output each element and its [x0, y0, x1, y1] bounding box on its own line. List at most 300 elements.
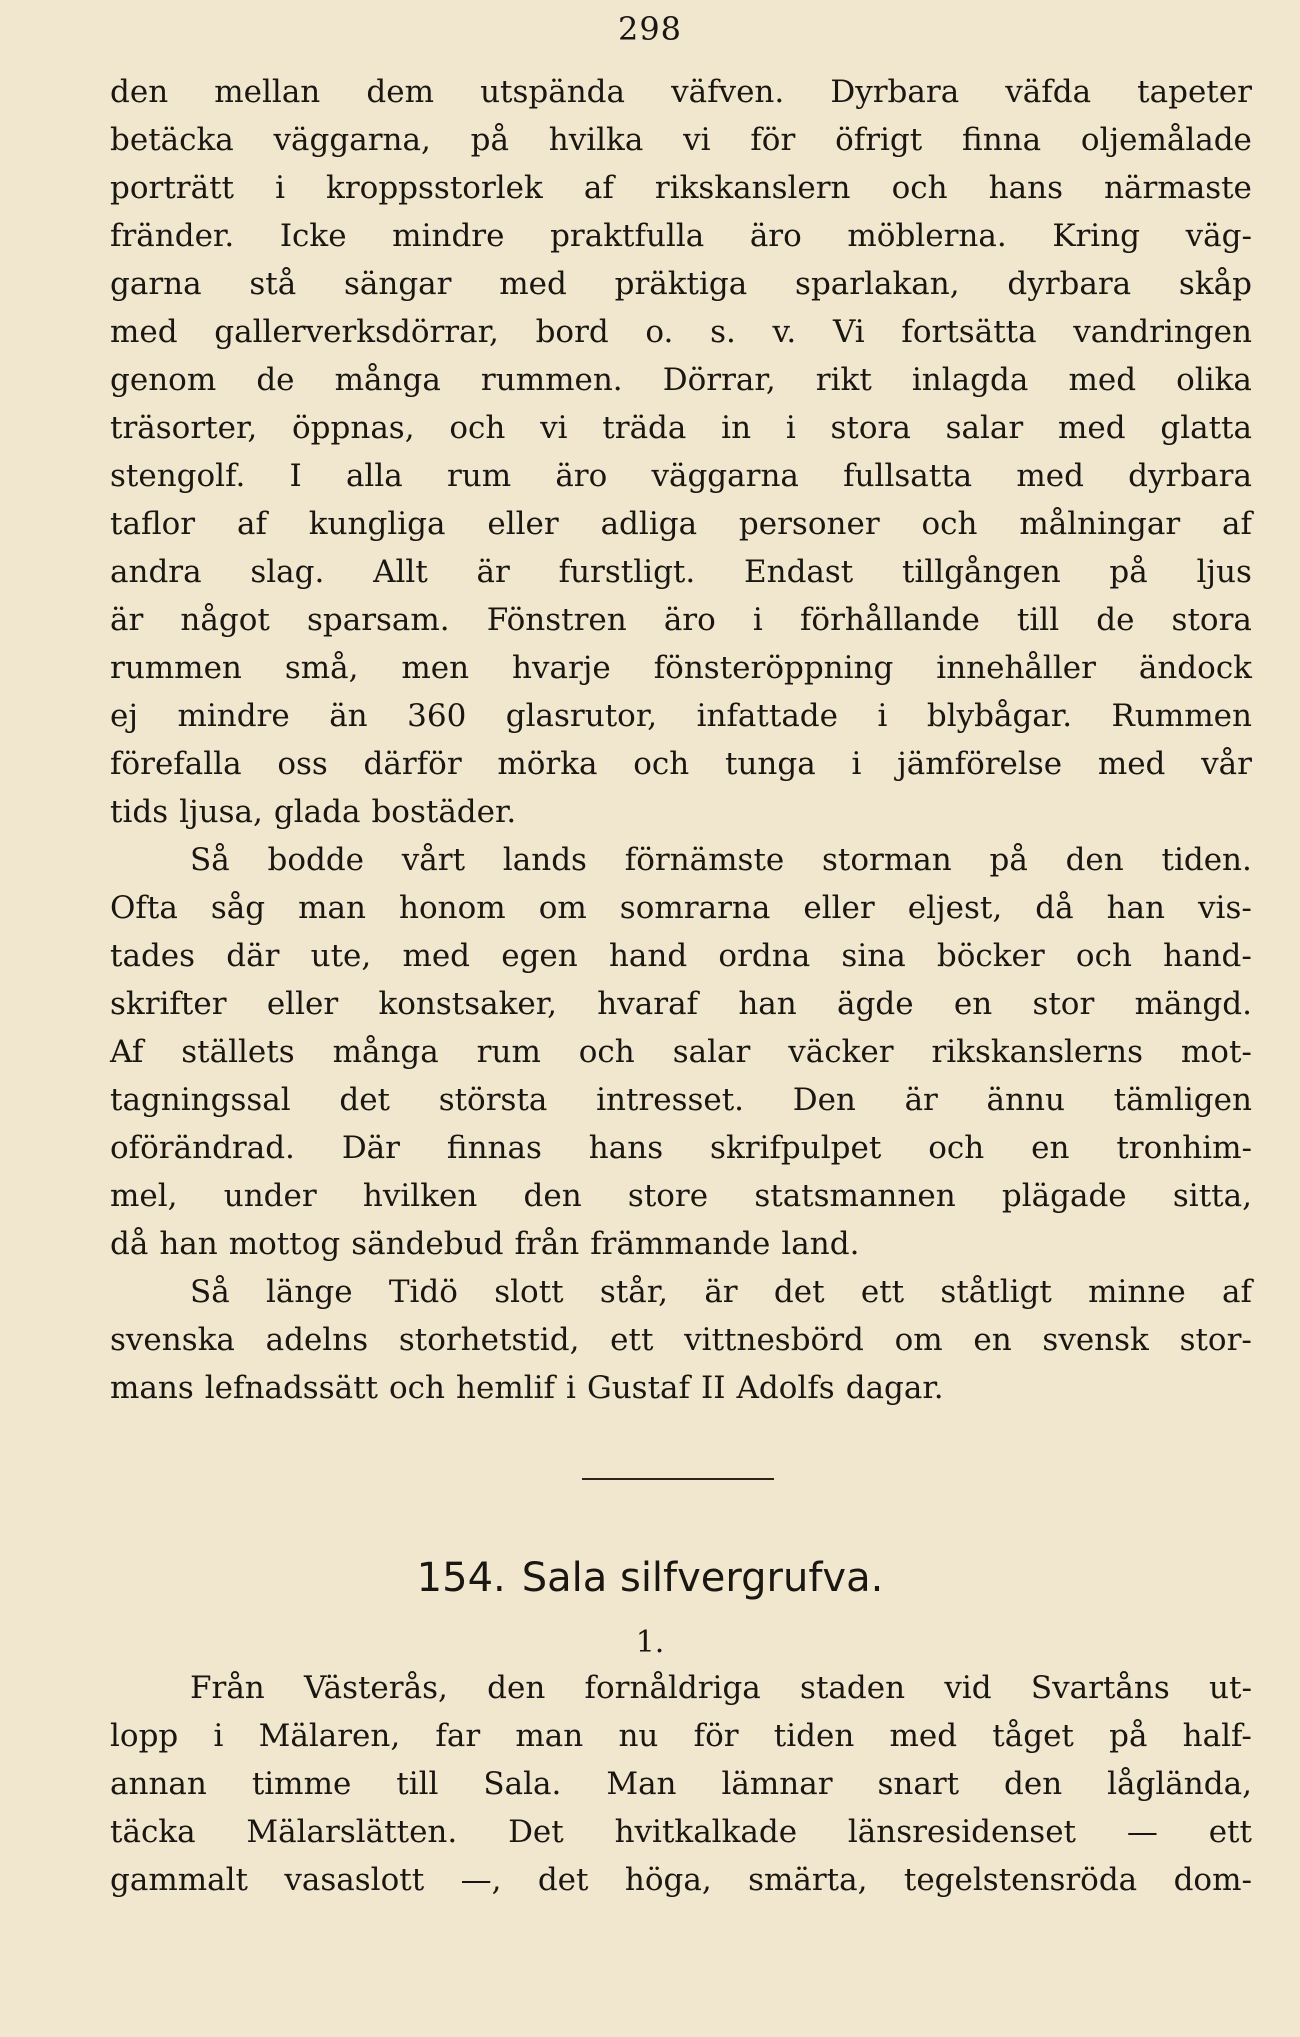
word: tiden	[773, 1718, 855, 1754]
word: tunga	[725, 746, 816, 782]
word: tämligen	[1113, 1082, 1252, 1118]
word: dyrbara	[1007, 266, 1132, 302]
word: skåp	[1178, 266, 1252, 302]
body-line	[110, 1124, 1252, 1172]
word: de	[256, 362, 295, 398]
word: fränder.	[110, 218, 235, 254]
word: taflor	[110, 506, 196, 542]
word: i	[566, 1370, 576, 1406]
word: Det	[508, 1814, 564, 1850]
body-line	[110, 212, 1252, 260]
word: i	[785, 410, 796, 446]
word: med	[1057, 410, 1126, 446]
body-line	[110, 260, 1252, 308]
body-line	[110, 1172, 1252, 1220]
word: sändebud	[351, 1226, 504, 1262]
word: Gustaf	[586, 1370, 691, 1406]
word: sparsam.	[306, 602, 450, 638]
word: 360	[407, 698, 467, 734]
word: Dörrar,	[662, 362, 776, 398]
word: hvilken	[362, 1178, 478, 1214]
word: träda	[602, 410, 687, 446]
word: rummen.	[480, 362, 623, 398]
word: mottog	[228, 1226, 341, 1262]
word: praktfulla	[550, 218, 705, 254]
word: vittnesbörd	[684, 1322, 864, 1358]
word: finnas	[446, 1130, 542, 1166]
word: II	[701, 1370, 726, 1406]
word: på	[989, 842, 1028, 878]
word: såg	[210, 890, 266, 926]
word: s.	[710, 314, 736, 350]
word: med	[499, 266, 567, 302]
word: ställets	[181, 1034, 295, 1070]
word: stor-	[1179, 1322, 1252, 1358]
word: man	[298, 890, 366, 926]
word: väggarna	[651, 458, 799, 494]
word: äro	[555, 458, 608, 494]
word: v.	[772, 314, 797, 350]
word: Allt	[373, 554, 428, 590]
word: till	[396, 1766, 439, 1802]
word: med	[110, 314, 178, 350]
word: skrifpulpet	[710, 1130, 882, 1166]
word: då	[110, 1226, 149, 1262]
word: ett	[860, 1274, 905, 1310]
word: och	[633, 746, 690, 782]
word: betäcka	[110, 122, 234, 158]
word: och	[449, 410, 506, 446]
word: äro	[749, 218, 802, 254]
word: hvitkalkade	[614, 1814, 798, 1850]
body-line	[110, 740, 1252, 788]
word: bodde	[267, 842, 365, 878]
word: Rummen	[1111, 698, 1252, 734]
word: hvarje	[512, 650, 611, 686]
word: man	[515, 1718, 584, 1754]
word: vasaslott	[284, 1862, 425, 1898]
word: tapeter	[1137, 74, 1252, 110]
body-line	[110, 308, 1252, 356]
word: länsresidenset	[847, 1814, 1077, 1850]
word: Mälaren,	[258, 1718, 401, 1754]
body-line	[110, 356, 1252, 404]
word: mel,	[110, 1178, 178, 1214]
word: täcka	[110, 1814, 196, 1850]
word: storhetstid,	[398, 1322, 580, 1358]
word: rummen	[110, 650, 242, 686]
word: oförändrad.	[110, 1130, 295, 1166]
word: eller	[487, 506, 559, 542]
word: skrifter	[110, 986, 227, 1022]
word: honom	[399, 890, 506, 926]
body-line	[110, 404, 1252, 452]
word: hans	[588, 1130, 664, 1166]
word: väcker	[788, 1034, 894, 1070]
word: Den	[792, 1082, 856, 1118]
word: smärta,	[748, 1862, 868, 1898]
word: olika	[1176, 362, 1252, 398]
word: rikskanslerns	[931, 1034, 1143, 1070]
word: o.	[645, 314, 674, 350]
section-line	[110, 1664, 1252, 1712]
body-line	[110, 980, 1252, 1028]
word: där	[226, 938, 280, 974]
word: de	[1096, 602, 1135, 638]
word: Från	[190, 1670, 265, 1706]
word: med	[1016, 458, 1084, 494]
word: Så	[190, 842, 230, 878]
body-line	[110, 932, 1252, 980]
body-line	[110, 1316, 1252, 1364]
word: rum	[476, 1034, 541, 1070]
word: porträtt	[110, 170, 234, 206]
word: eller	[266, 986, 339, 1022]
body-line	[110, 1076, 1252, 1124]
word: en	[1031, 1130, 1070, 1166]
word: än	[329, 698, 368, 734]
word: nu	[618, 1718, 659, 1754]
word: infattade	[696, 698, 838, 734]
word: på	[470, 122, 509, 158]
word: och	[928, 1130, 985, 1166]
word: förnämste	[624, 842, 785, 878]
body-line	[110, 452, 1252, 500]
word: böcker	[936, 938, 1045, 974]
section-title: Sala silfvergrufva.	[521, 1555, 884, 1601]
word: svenska	[110, 1322, 235, 1358]
word: om	[894, 1322, 943, 1358]
word: i	[752, 602, 763, 638]
word: det	[537, 1862, 589, 1898]
word: ett	[1208, 1814, 1252, 1850]
word: höga,	[624, 1862, 712, 1898]
word: vi	[540, 410, 568, 446]
word: glatta	[1160, 410, 1252, 446]
word: hvilka	[548, 122, 644, 158]
word: mans	[110, 1370, 194, 1406]
word: oss	[277, 746, 328, 782]
word: tåget	[992, 1718, 1074, 1754]
word: förhållande	[799, 602, 980, 638]
word: dem	[366, 74, 434, 110]
word: från	[514, 1226, 580, 1262]
word: jämförelse	[897, 746, 1063, 782]
word: hand	[608, 938, 688, 974]
word: en	[953, 986, 993, 1022]
word: in	[721, 410, 752, 446]
word: innehåller	[936, 650, 1096, 686]
word: minne	[1088, 1274, 1186, 1310]
word: fornåldriga	[584, 1670, 761, 1706]
word: tiden.	[1161, 842, 1252, 878]
word: den	[110, 74, 169, 110]
body-line	[110, 164, 1252, 212]
word: eljest,	[907, 890, 1003, 926]
word: eller	[803, 890, 875, 926]
word: sitta,	[1172, 1178, 1252, 1214]
word: Västerås,	[304, 1670, 448, 1706]
word: half-	[1182, 1718, 1252, 1754]
word: glada	[273, 794, 361, 830]
word: han	[738, 986, 797, 1022]
word: sina	[841, 938, 906, 974]
word: snart	[877, 1766, 960, 1802]
word: annan	[110, 1766, 207, 1802]
word: bord	[535, 314, 609, 350]
word: bostäder.	[371, 794, 517, 830]
body-line	[110, 788, 1252, 836]
word: Vi	[832, 314, 865, 350]
subsection-number: 1.	[635, 1625, 665, 1660]
word: på	[1109, 554, 1148, 590]
word: målningar	[1019, 506, 1181, 542]
body-line	[110, 500, 1252, 548]
word: mot-	[1180, 1034, 1252, 1070]
word: den	[523, 1178, 582, 1214]
section-number: 154.	[416, 1555, 506, 1601]
word: tagningssal	[110, 1082, 291, 1118]
word: mängd.	[1134, 986, 1252, 1022]
word: hvaraf	[597, 986, 699, 1022]
word: den	[1004, 1766, 1063, 1802]
word: alla	[345, 458, 403, 494]
word: och	[921, 506, 978, 542]
word: intresset.	[596, 1082, 745, 1118]
word: personer	[738, 506, 880, 542]
body-line	[110, 1364, 1252, 1412]
word: somrarna	[619, 890, 771, 926]
word: stora	[830, 410, 911, 446]
word: tillgången	[902, 554, 1061, 590]
word: ändock	[1138, 650, 1252, 686]
word: länge	[266, 1274, 353, 1310]
word: under	[223, 1178, 317, 1214]
word: rikskanslern	[654, 170, 851, 206]
word: ett	[610, 1322, 654, 1358]
word: väfven.	[671, 74, 785, 110]
word: af	[236, 506, 267, 542]
word: sparlakan,	[795, 266, 960, 302]
word: gammalt	[110, 1862, 248, 1898]
section-heading	[0, 1548, 1300, 1608]
word: slag.	[250, 554, 325, 590]
word: han	[1106, 890, 1166, 926]
page-number: 298	[617, 10, 683, 48]
body-line	[110, 1220, 1252, 1268]
body-line	[110, 644, 1252, 692]
section-line	[110, 1856, 1252, 1904]
word: Tidö	[388, 1274, 458, 1310]
word: är	[476, 554, 510, 590]
word: många	[334, 362, 441, 398]
word: stengolf.	[110, 458, 246, 494]
body-line	[110, 596, 1252, 644]
word: om	[538, 890, 587, 926]
word: gallerverksdörrar,	[214, 314, 499, 350]
word: svensk	[1042, 1322, 1149, 1358]
word: salar	[672, 1034, 751, 1070]
word: stå	[249, 266, 297, 302]
word: garna	[110, 266, 202, 302]
word: den	[487, 1670, 546, 1706]
body-line	[110, 836, 1252, 884]
word: och	[389, 1370, 446, 1406]
word: är	[904, 1082, 938, 1118]
body-line	[110, 548, 1252, 596]
word: något	[180, 602, 270, 638]
word: förefalla	[110, 746, 242, 782]
word: vis-	[1198, 890, 1252, 926]
word: vi	[683, 122, 711, 158]
word: egen	[501, 938, 578, 974]
word: är	[110, 602, 144, 638]
word: rikt	[815, 362, 872, 398]
word: med	[402, 938, 471, 974]
word: i	[877, 698, 888, 734]
word: tegelstensröda	[903, 1862, 1138, 1898]
word: adelns	[265, 1322, 369, 1358]
word: mindre	[392, 218, 505, 254]
word: det	[339, 1082, 391, 1118]
word: och	[578, 1034, 635, 1070]
section-line	[110, 1760, 1252, 1808]
body-line	[110, 68, 1252, 116]
body-line	[110, 116, 1252, 164]
word: för	[750, 122, 796, 158]
word: Af	[110, 1034, 144, 1070]
word: präktiga	[614, 266, 748, 302]
word: Svartåns	[1030, 1670, 1170, 1706]
word: lefnadssätt	[204, 1370, 379, 1406]
word: store	[627, 1178, 709, 1214]
word: ännu	[986, 1082, 1065, 1118]
word: mindre	[177, 698, 290, 734]
word: men	[401, 650, 470, 686]
word: väfda	[1005, 74, 1092, 110]
word: öfrigt	[835, 122, 923, 158]
word: öppnas,	[292, 410, 415, 446]
word: han	[159, 1226, 218, 1262]
word: främmande	[590, 1226, 771, 1262]
word: oljemålade	[1080, 122, 1252, 158]
word: står,	[599, 1274, 669, 1310]
word: af	[1222, 506, 1252, 542]
word: till	[1016, 602, 1060, 638]
word: vårt	[401, 842, 466, 878]
word: —	[1126, 1814, 1158, 1850]
word: i	[275, 170, 285, 206]
word: far	[435, 1718, 481, 1754]
word: Där	[341, 1130, 400, 1166]
body-line	[110, 692, 1252, 740]
word: för	[693, 1718, 739, 1754]
word: dom-	[1173, 1862, 1252, 1898]
word: Endast	[743, 554, 854, 590]
word: tronhim-	[1116, 1130, 1252, 1166]
word: inlagda	[911, 362, 1029, 398]
word: lopp	[110, 1718, 179, 1754]
word: ägde	[837, 986, 914, 1022]
word: hans	[988, 170, 1063, 206]
word: träsorter,	[110, 410, 258, 446]
word: Ofta	[110, 890, 178, 926]
section-divider	[582, 1478, 774, 1480]
word: sängar	[343, 266, 452, 302]
body-text	[110, 68, 1252, 1412]
word: Dyrbara	[830, 74, 960, 110]
word: närmaste	[1104, 170, 1252, 206]
word: mellan	[214, 74, 321, 110]
word: det	[773, 1274, 825, 1310]
word: kungliga	[308, 506, 446, 542]
word: hand-	[1163, 938, 1252, 974]
word: och	[891, 170, 948, 206]
word: möblerna.	[847, 218, 1007, 254]
word: Så	[190, 1274, 230, 1310]
word: då	[1035, 890, 1074, 926]
word: Mälarslätten.	[246, 1814, 458, 1850]
word: väggarna,	[273, 122, 431, 158]
word: stor	[1032, 986, 1095, 1022]
word: största	[438, 1082, 548, 1118]
word: ut-	[1209, 1670, 1252, 1706]
word: den	[1065, 842, 1124, 878]
word: vid	[944, 1670, 992, 1706]
word: furstligt.	[558, 554, 696, 590]
word: land.	[781, 1226, 860, 1262]
word: storman	[822, 842, 952, 878]
word: därför	[363, 746, 462, 782]
word: fortsätta	[901, 314, 1037, 350]
word: i	[213, 1718, 224, 1754]
word: med	[1097, 746, 1166, 782]
word: små,	[284, 650, 359, 686]
word: —,	[460, 1862, 502, 1898]
body-line	[110, 884, 1252, 932]
word: timme	[251, 1766, 352, 1802]
word: adliga	[600, 506, 698, 542]
word: ute,	[310, 938, 372, 974]
word: mörka	[497, 746, 598, 782]
word: Sala.	[483, 1766, 562, 1802]
word: Man	[606, 1766, 677, 1802]
word: en	[973, 1322, 1012, 1358]
word: vår	[1201, 746, 1252, 782]
word: Fönstren	[486, 602, 627, 638]
word: väg-	[1185, 218, 1252, 254]
word: glasrutor,	[505, 698, 658, 734]
word: fönsteröppning	[653, 650, 894, 686]
word: lämnar	[721, 1766, 833, 1802]
word: är	[704, 1274, 738, 1310]
word: tids	[110, 794, 169, 830]
word: utspända	[480, 74, 626, 110]
word: hemlif	[456, 1370, 556, 1406]
word: och	[1075, 938, 1132, 974]
word: kroppsstorlek	[326, 170, 543, 206]
word: stora	[1171, 602, 1252, 638]
word: fullsatta	[843, 458, 973, 494]
word: tades	[110, 938, 196, 974]
word: Adolfs	[736, 1370, 835, 1406]
word: salar	[945, 410, 1024, 446]
section-text	[110, 1664, 1252, 1904]
word: af	[583, 170, 614, 206]
word: af	[1222, 1274, 1252, 1310]
word: finna	[962, 122, 1042, 158]
word: slott	[494, 1274, 564, 1310]
